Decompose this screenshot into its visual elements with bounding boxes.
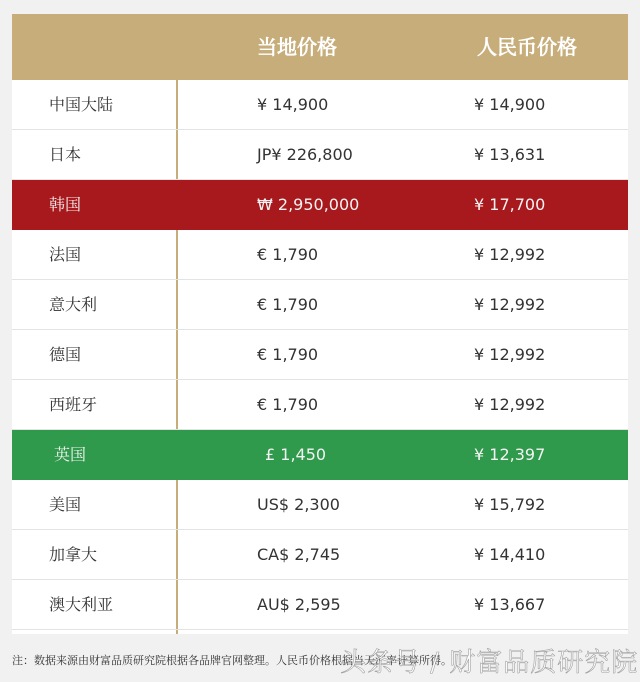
country-cell: 加拿大 [49, 545, 98, 564]
country-cell: 韩国 [49, 195, 82, 214]
table-row [12, 430, 628, 480]
local-price-cell: JP¥ 226,800 [257, 145, 353, 164]
country-cell: 中国大陆 [49, 95, 114, 114]
local-price-cell: CA$ 2,745 [257, 545, 341, 564]
rmb-price-cell: ¥ 12,992 [474, 345, 546, 364]
country-cell: 英国 [54, 445, 87, 464]
watermark: 头条号 / 财富品质研究院 [340, 648, 639, 678]
country-cell: 法国 [49, 245, 82, 264]
rmb-price-cell: ¥ 12,397 [474, 445, 546, 464]
price-table [12, 14, 628, 634]
country-cell: 澳大利亚 [49, 595, 114, 614]
rmb-price-cell: ¥ 15,792 [474, 495, 546, 514]
local-price-cell: € 1,790 [257, 345, 319, 364]
table-row [12, 280, 628, 330]
local-price-cell: ₩ 2,950,000 [257, 195, 360, 214]
local-price-cell: AU$ 2,595 [257, 595, 341, 614]
local-price-cell: € 1,790 [257, 395, 319, 414]
table-row [12, 530, 628, 580]
country-cell: 日本 [49, 145, 82, 164]
table-row [12, 580, 628, 630]
table-body [12, 80, 628, 630]
rmb-price-cell: ¥ 14,410 [474, 545, 546, 564]
table-header [12, 14, 628, 80]
table-row [12, 130, 628, 180]
country-cell: 意大利 [49, 295, 98, 314]
source-note: 注：数据来源由财富品质研究院根据各品牌官网整理。人民币价格根据当天汇率计算所得。 [12, 654, 452, 667]
local-price-cell: ¥ 14,900 [257, 95, 329, 114]
table-row [12, 480, 628, 530]
rmb-price-cell: ¥ 12,992 [474, 245, 546, 264]
table-row [12, 380, 628, 430]
table-row [12, 80, 628, 130]
local-price-cell: € 1,790 [257, 295, 319, 314]
country-cell: 德国 [49, 345, 82, 364]
country-cell: 美国 [49, 495, 82, 514]
country-cell: 西班牙 [49, 395, 98, 414]
header-rmb-price: 人民币价格 [477, 35, 577, 59]
table-row [12, 180, 628, 230]
rmb-price-cell: ¥ 17,700 [474, 195, 546, 214]
rmb-price-cell: ¥ 14,900 [474, 95, 546, 114]
table-row [12, 230, 628, 280]
local-price-cell: US$ 2,300 [257, 495, 340, 514]
rmb-price-cell: ¥ 12,992 [474, 395, 546, 414]
local-price-cell: £ 1,450 [265, 445, 327, 464]
rmb-price-cell: ¥ 13,667 [474, 595, 546, 614]
header-local-price: 当地价格 [257, 35, 337, 59]
table-row [12, 330, 628, 380]
rmb-price-cell: ¥ 13,631 [474, 145, 546, 164]
rmb-price-cell: ¥ 12,992 [474, 295, 546, 314]
local-price-cell: € 1,790 [257, 245, 319, 264]
